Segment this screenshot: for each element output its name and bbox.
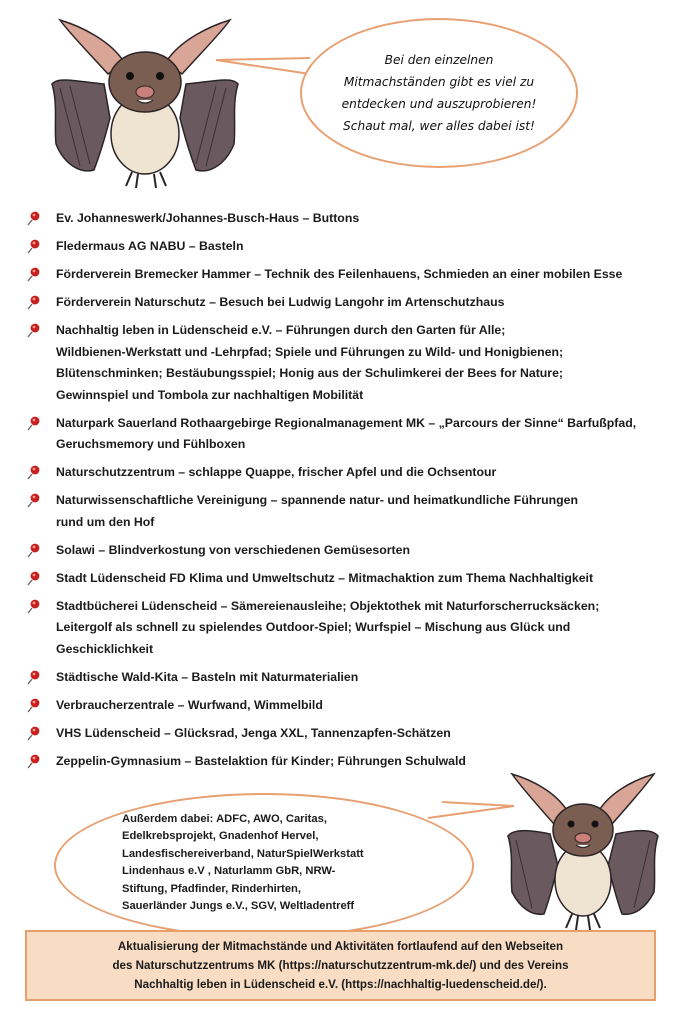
info-box-line: des Naturschutzzentrums MK (https://naturschutzzentrum-mk.de/) und des Vereins: [112, 959, 569, 972]
list-item-text: Fledermaus AG NABU – Basteln: [56, 239, 244, 253]
list-item-text: Wildbienen-Werkstatt und -Lehrpfad; Spiele und Führungen zu Wild- und Honigbienen;: [56, 344, 564, 359]
list-item-text: Solawi – Blindverkostung von verschiedenen Gemüsesorten: [56, 542, 410, 557]
pushpin-icon: [26, 697, 42, 713]
also-present-text: [122, 811, 422, 915]
list-item-text: Blütenschminken; Bestäubungsspiel; Honig aus der Schulimkerei der Bees for Nature;: [56, 366, 564, 380]
also-present-line: Edelkrebsprojekt, Gnadenhof Hervel,: [122, 830, 319, 843]
pushpin-icon: [26, 753, 42, 769]
list-item: [26, 568, 666, 590]
list-item-text: Nachhaltig leben in Lüdenscheid e.V. – Führungen durch den Garten für Alle;: [56, 323, 506, 337]
stands-list: [26, 208, 666, 779]
list-item-text: Geruchsmemory und Fühlboxen: [56, 437, 246, 451]
list-item-text: Stadtbücherei Lüdenscheid – Sämereienausleihe; Objektothek mit Naturforscherrucksäcken;: [56, 598, 600, 613]
info-box-line: Nachhaltig leben in Lüdenscheid e.V. (https://nachhaltig-luedenscheid.de/).: [134, 978, 547, 991]
pushpin-icon: [26, 725, 42, 741]
list-item-text: Naturwissenschaftliche Vereinigung – spannende natur- und heimatkundliche Führungen: [56, 493, 579, 507]
speech-line: Schaut mal, wer alles dabei ist!: [343, 119, 535, 133]
list-item-text: Zeppelin-Gymnasium – Bastelaktion für Kinder; Führungen Schulwald: [56, 753, 466, 768]
list-item-text: Förderverein Naturschutz – Besuch bei Ludwig Langohr im Artenschutzhaus: [56, 295, 505, 309]
pushpin-icon: [26, 415, 42, 431]
pushpin-icon: [26, 266, 42, 282]
pushpin-icon: [26, 570, 42, 586]
speech-bubble-top: [300, 18, 578, 168]
bat-illustration-top: [40, 14, 250, 194]
speech-bubble-tail-top: [214, 50, 314, 90]
pushpin-icon: [26, 322, 42, 338]
list-item-text: Stadt Lüdenscheid FD Klima und Umweltschutz – Mitmachaktion zum Thema Nachhaltigkeit: [56, 570, 594, 585]
update-info-box: [25, 930, 656, 1001]
also-present-line: Landesfischereiverband, NaturSpielWerkstatt: [122, 847, 364, 860]
pushpin-icon: [26, 492, 42, 508]
list-item-text: VHS Lüdenscheid – Glücksrad, Jenga XXL, Tannenzapfen-Schätzen: [56, 725, 451, 740]
list-item: [26, 540, 666, 562]
list-item: [26, 320, 666, 406]
list-item-text: Städtische Wald-Kita – Basteln mit Naturmaterialien: [56, 669, 359, 684]
pushpin-icon: [26, 598, 42, 614]
list-item-text: Gewinnspiel und Tombola zur nachhaltigen Mobilität: [56, 387, 364, 402]
list-item-text: Ev. Johanneswerk/Johannes-Busch-Haus – Buttons: [56, 211, 360, 225]
list-item: [26, 596, 666, 661]
list-item: [26, 236, 666, 258]
list-item: [26, 462, 666, 484]
list-item: [26, 292, 666, 314]
also-present-line: Sauerländer Jungs e.V., SGV, Weltladentreff: [122, 900, 355, 913]
pushpin-icon: [26, 294, 42, 310]
list-item: [26, 723, 666, 745]
info-box-line: Aktualisierung der Mitmachstände und Aktivitäten fortlaufend auf den Webseiten: [117, 940, 564, 953]
list-item-text: Geschicklichkeit: [56, 641, 154, 656]
list-item-text: Verbraucherzentrale – Wurfwand, Wimmelbild: [56, 697, 323, 712]
list-item: [26, 490, 666, 533]
also-present-line: Lindenhaus e.V , Naturlamm GbR, NRW-: [122, 865, 336, 878]
pushpin-icon: [26, 464, 42, 480]
speech-line: Mitmachständen gibt es viel zu: [343, 75, 535, 89]
speech-line: Bei den einzelnen: [384, 53, 494, 67]
list-item-text: Naturpark Sauerland Rothaargebirge Regionalmanagement MK – „Parcours der Sinne“ Barfußpfad,: [56, 415, 637, 430]
pushpin-icon: [26, 669, 42, 685]
bat-illustration-bottom: [498, 768, 668, 938]
pushpin-icon: [26, 542, 42, 558]
speech-line: entdecken und auszuprobieren!: [341, 97, 537, 111]
list-item: [26, 208, 666, 230]
list-item: [26, 695, 666, 717]
also-present-line: Außerdem dabei: ADFC, AWO, Caritas,: [122, 813, 327, 825]
list-item-text: Naturschutzzentrum – schlappe Quappe, frischer Apfel und die Ochsentour: [56, 465, 497, 479]
list-item-text: Förderverein Bremecker Hammer – Technik des Feilenhauens, Schmieden an einer mobilen Esse: [56, 267, 623, 281]
pushpin-icon: [26, 210, 42, 226]
list-item-text: Leitergolf als schnell zu spielendes Outdoor-Spiel; Wurfspiel – Mischung aus Glück und: [56, 620, 571, 634]
list-item-text: rund um den Hof: [56, 514, 155, 529]
list-item: [26, 264, 666, 286]
also-present-line: Stiftung, Pfadfinder, Rinderhirten,: [122, 882, 301, 895]
list-item: [26, 413, 666, 456]
list-item: [26, 667, 666, 689]
pushpin-icon: [26, 238, 42, 254]
